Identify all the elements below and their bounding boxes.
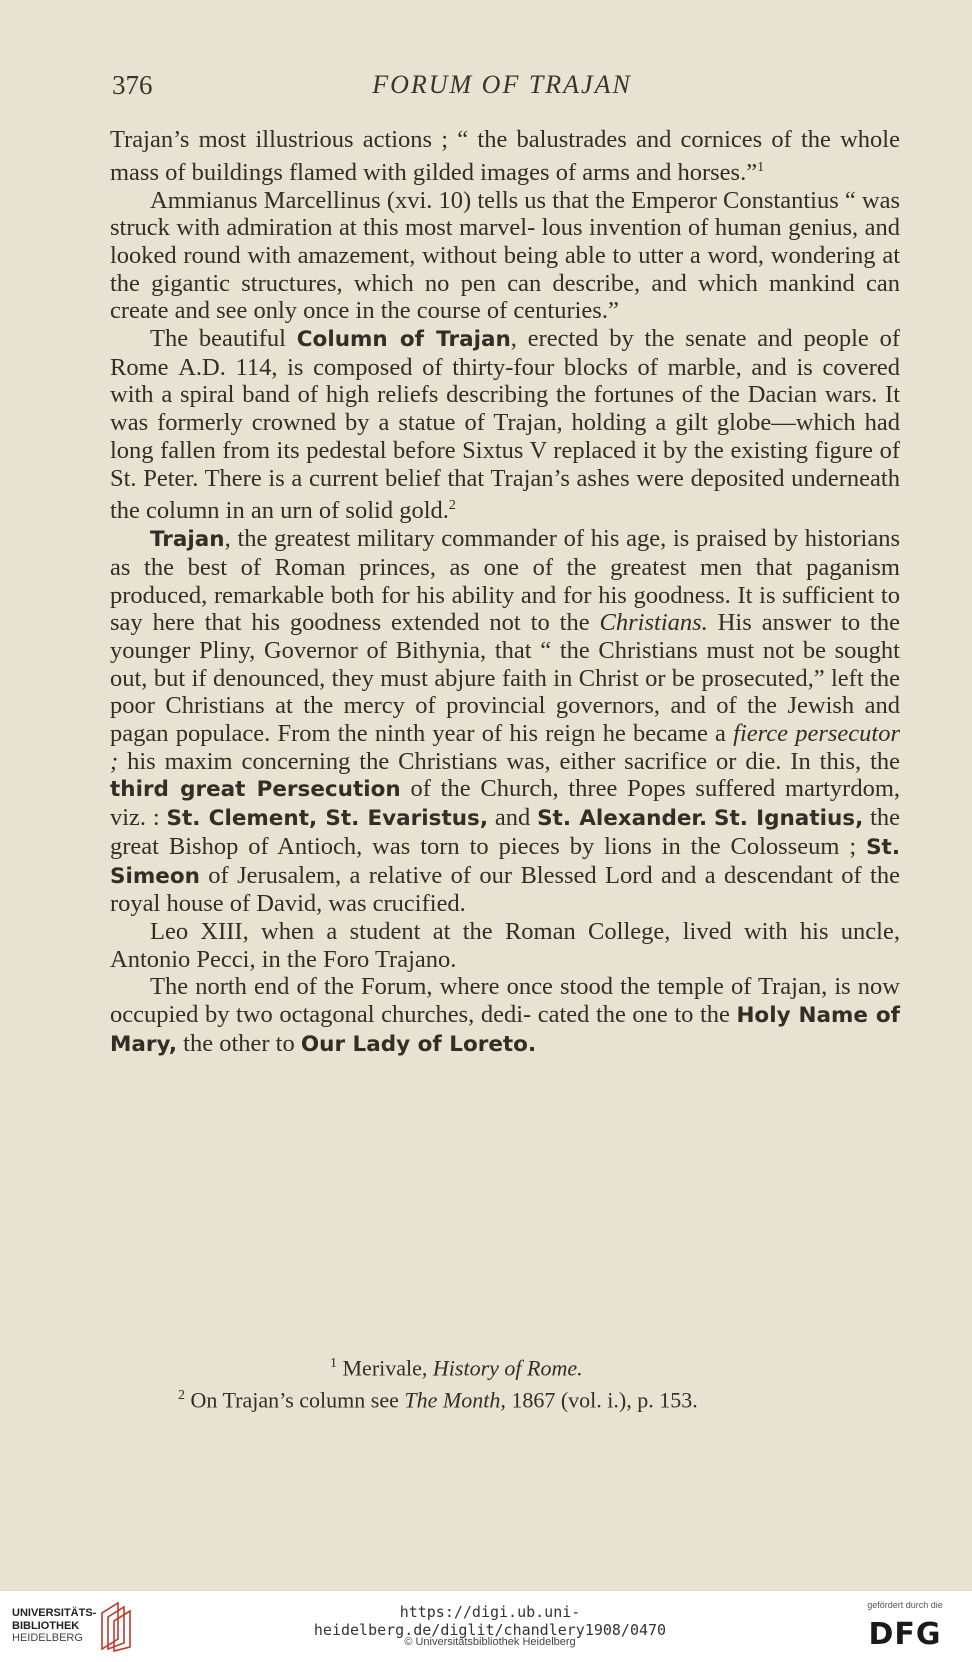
copyright-notice: © Universitätsbibliothek Heidelberg <box>404 1636 576 1648</box>
library-logo-icon[interactable] <box>98 1599 134 1653</box>
paragraph-4-text-d: of the Church, three Popes suffered martyrdom, viz. : <box>110 775 900 832</box>
paragraph-4-text-f <box>707 804 714 831</box>
paragraph-6-text-b: the other to <box>177 1029 301 1057</box>
footnote-ref-1: 1 <box>757 159 765 175</box>
italic-christians: Christians. <box>599 609 708 637</box>
bold-our-lady-of-loreto: Our Lady of Loreto. <box>300 1031 537 1057</box>
bold-alexander: St. Alexander. <box>537 806 708 832</box>
paragraph-4-text-e: and <box>488 804 538 832</box>
paragraph-4-text-c: his maxim concerning the Christians was, either sacrifice or die. In this, the <box>118 747 900 775</box>
footnote-2-tail: 1867 (vol. i.), p. 153. <box>505 1387 698 1413</box>
paragraph-4-text-b: His answer to the younger Pliny, Governor of Bithynia, that “ the Christians must not be sought out, but if denounced, they must abjure faith in Christ or be prosecuted,” left the poor Christians at the mercy of provincial governors, and of the Jewish and pagan populace. From the ninth year of his reign he became a <box>110 609 900 748</box>
paragraph-1-text: Trajan’s most illustrious actions ; “ the balustrades and cornices of the whole mass of buildings flamed with gilded images of arms and horses.” <box>110 126 900 186</box>
paragraph-5-text: Leo XIII, when a student at the Roman College, lived with his uncle, Antonio Pecci, in the Foro Trajano. <box>110 918 900 973</box>
paragraph-4-text-h: of Jerusalem, a relative of our Blessed Lord and a descendant of the royal house of David, was crucified. <box>110 861 900 918</box>
body-text <box>110 126 900 1059</box>
bold-clement-evaristus: St. Clement, St. Evaristus, <box>166 806 488 832</box>
bold-third-persecution: third great Persecution <box>110 777 401 803</box>
running-title: FORUM OF TRAJAN <box>372 70 632 99</box>
permalink-url[interactable]: https://digi.ub.uni-heidelberg.de/diglit/chandlery1908/0470 <box>313 1603 667 1639</box>
bold-holy-name-of-mary: Holy Name of Mary, <box>110 1003 901 1057</box>
footnote-1-title: History of Rome. <box>432 1355 583 1381</box>
paragraph-1 <box>110 126 900 187</box>
paragraph-4-text-g: the great Bishop of Antioch, was torn to pieces by lions in the Colosseum ; <box>110 804 901 860</box>
page-header <box>112 70 892 110</box>
paragraph-4-text-a: , the greatest military commander of his age, is praised by historians as the best of Roman princes, as one of the greatest men that paganism produced, remarkable both for his ability and for his goodness. It is sufficient to say here that his goodness extended not to the <box>110 525 900 637</box>
small-caps-ad: A.D. <box>178 353 226 381</box>
paragraph-5 <box>110 918 900 973</box>
library-line-3: HEIDELBERG <box>12 1632 83 1644</box>
paragraph-2-text: Ammianus Marcellinus (xvi. 10) tells us that the Emperor Constantius “ was struck with admiration at this most marvel- lous invention of human genius, and looked round with amazement, without being able to utter a word, wondering at the gigantic structures, which no pen can describe, and which mankind can create and see only once in the course of centuries.” <box>110 186 900 325</box>
paragraph-3-text-d: 114, is composed of thirty-four blocks of marble, and is covered with a spiral band of high reliefs describing the fortunes of the Dacian wars. It was formerly crowned by a statue of Trajan, holding a gilt globe—which had long fallen from its pedestal before Sixtus V replaced it by the existing figure of St. Peter. There is a current belief that Trajan’s ashes were deposited underneath the column in an urn of solid gold. <box>110 353 900 525</box>
footnote-2-title: The Month, <box>404 1387 506 1413</box>
funded-by-label: gefördert durch die <box>867 1600 943 1610</box>
footnote-1 <box>110 1350 900 1382</box>
paragraph-6-text-a: The north end of the Forum, where once stood the temple of Trajan, is now occupied by two octagonal churches, dedi- cated the one to the <box>110 973 900 1029</box>
footnote-1-mark: 1 <box>330 1356 337 1371</box>
paragraph-3-text-a: The beautiful <box>150 325 297 353</box>
page-number: 376 <box>112 70 153 100</box>
bold-trajan: Trajan <box>150 527 225 553</box>
library-line-1: UNIVERSITÄTS- <box>12 1607 97 1619</box>
library-line-2: BIBLIOTHEK <box>12 1619 80 1632</box>
italic-fierce-persecutor: fierce persecutor ; <box>110 720 900 775</box>
library-name[interactable] <box>12 1607 96 1645</box>
footnotes <box>110 1350 900 1415</box>
paragraph-4 <box>110 525 900 918</box>
footnote-2-mark: 2 <box>178 1388 185 1404</box>
bold-column-of-trajan: Column of Trajan <box>296 327 511 353</box>
bold-simeon: St. Simeon <box>110 834 900 889</box>
footnote-2 <box>110 1382 900 1414</box>
bold-ignatius: St. Ignatius, <box>713 806 864 832</box>
paragraph-3-text-c: , erected by the senate and people of Rome <box>110 325 900 381</box>
footnote-ref-2: 2 <box>448 498 456 514</box>
paragraph-2 <box>110 187 900 326</box>
footnote-1-text: Merivale, <box>337 1355 433 1381</box>
viewer-footer <box>0 1590 972 1662</box>
dfg-logo[interactable]: DFG <box>868 1617 942 1652</box>
footnote-2-text: On Trajan’s column see <box>185 1387 405 1413</box>
paragraph-6 <box>110 973 900 1058</box>
paragraph-3 <box>110 325 900 525</box>
